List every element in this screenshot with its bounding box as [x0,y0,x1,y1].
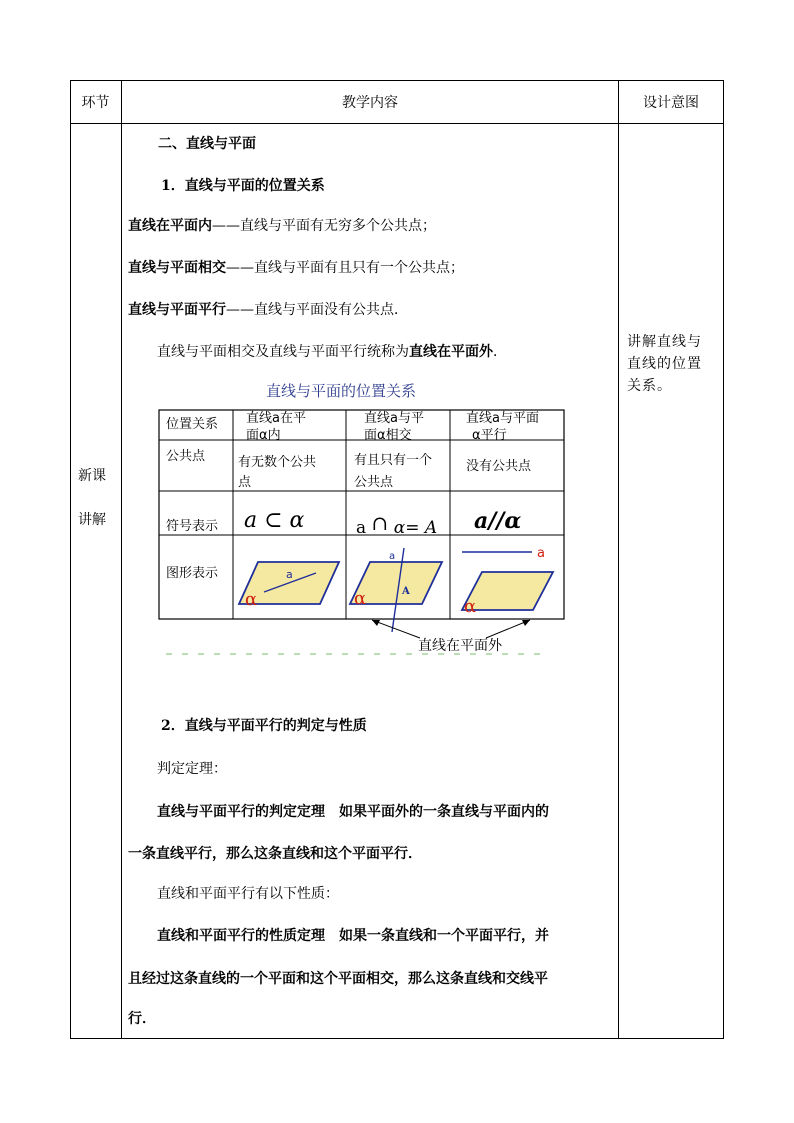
relation-2-desc: ——直线与平面有且只有一个公共点； [226,260,464,276]
slide-points-intersect-cont: 公共点 [354,475,394,490]
col-divider-2 [618,80,619,1039]
slide-caption: 直线在平面外 [418,638,502,654]
fig1-label-a: a [286,568,293,581]
header-divider [70,123,724,124]
slide-col2-header-line2: 面α相交 [364,428,412,443]
intent-line3: 关系。 [627,378,672,394]
fig2-label-A: A [402,586,410,597]
fig2-label-alpha: α [354,588,367,609]
header-content: 教学内容 [342,94,398,111]
subheading-1: 1．直线与平面的位置关系 [161,178,325,194]
relation-2-term: 直线与平面相交 [128,260,226,276]
summary-term: 直线在平面外 [409,344,493,360]
symbol-in-plane: a ⊂ α [244,508,305,533]
relation-3 [128,300,408,320]
symbol-intersect-cap: ∩ [371,511,389,535]
theorem-1-line1: 直线与平面平行的判定定理 如果平面外的一条直线与平面内的 [157,804,549,820]
slide-points-intersect: 有且只有一个 [354,453,433,468]
table-border-right [723,80,724,1039]
intent-line2: 直线的位置 [627,356,702,372]
slide-row-header-symbol: 符号表示 [166,519,219,534]
slide-row-header-position: 位置关系 [166,417,219,432]
slide-points-in-cont: 点 [238,475,252,490]
fig2-label-a: a [389,551,396,562]
relation-3-term: 直线与平面平行 [128,302,226,318]
col-divider-1 [121,80,122,1039]
relation-1-desc: ——直线与平面有无穷多个公共点； [212,218,436,234]
fig3-label-alpha: α [464,596,477,617]
judge-label: 判定定理： [157,761,227,777]
summary-post: ． [493,344,507,360]
slide-col3-header-line1: 直线a与平面 [466,411,539,426]
symbol-intersect [356,511,437,538]
symbol-intersect-a: a [356,518,367,538]
slide-col1-header-line1: 直线a在平 [246,411,306,426]
symbol-parallel: a//α [474,508,522,534]
heading: 二、直线与平面 [158,136,256,152]
subheading-2: 2．直线与平面平行的判定与性质 [161,718,367,734]
theorem-2-line1: 直线和平面平行的性质定理 如果一条直线和一个平面平行，并 [157,928,549,944]
relation-3-desc: ——直线与平面没有公共点． [226,302,408,318]
summary [157,342,507,362]
slide-col2-header-line1: 直线a与平 [364,411,424,426]
relation-2 [128,258,464,278]
relation-1 [128,216,436,236]
slide-points-in: 有无数个公共 [238,455,317,470]
intent-line1: 讲解直线与 [627,334,702,350]
table-border-left [70,80,71,1039]
table-border-bottom [70,1038,724,1039]
fig1-label-alpha: α [245,589,258,610]
slide-row-header-points: 公共点 [166,449,206,464]
section-label-line1: 新课 [78,468,106,484]
symbol-intersect-rest: α= A [393,518,438,538]
property-label: 直线和平面平行有以下性质： [157,886,339,902]
slide-title: 直线与平面的位置关系 [266,382,417,400]
slide-col1-header-line2: 面α内 [246,428,281,443]
slide-col3-header-line2: α平行 [472,428,507,443]
slide-points-parallel: 没有公共点 [466,459,532,474]
theorem-1-line2: 一条直线平行，那么这条直线和这个平面平行． [128,846,422,862]
theorem-2-line3: 行． [128,1011,156,1027]
lesson-plan-table [70,80,724,1039]
header-intent: 设计意图 [643,94,699,111]
caption-arrow-left [372,620,420,638]
relation-1-term: 直线在平面内 [128,218,212,234]
header-section: 环节 [81,94,110,111]
fig3-label-a: a [537,546,545,561]
summary-pre: 直线与平面相交及直线与平面平行统称为 [157,344,409,360]
theorem-2-line2: 且经过这条直线的一个平面和这个平面相交，那么这条直线和交线平 [128,971,548,987]
slide-row-header-figure: 图形表示 [166,566,219,581]
section-label-line2: 讲解 [78,512,106,528]
